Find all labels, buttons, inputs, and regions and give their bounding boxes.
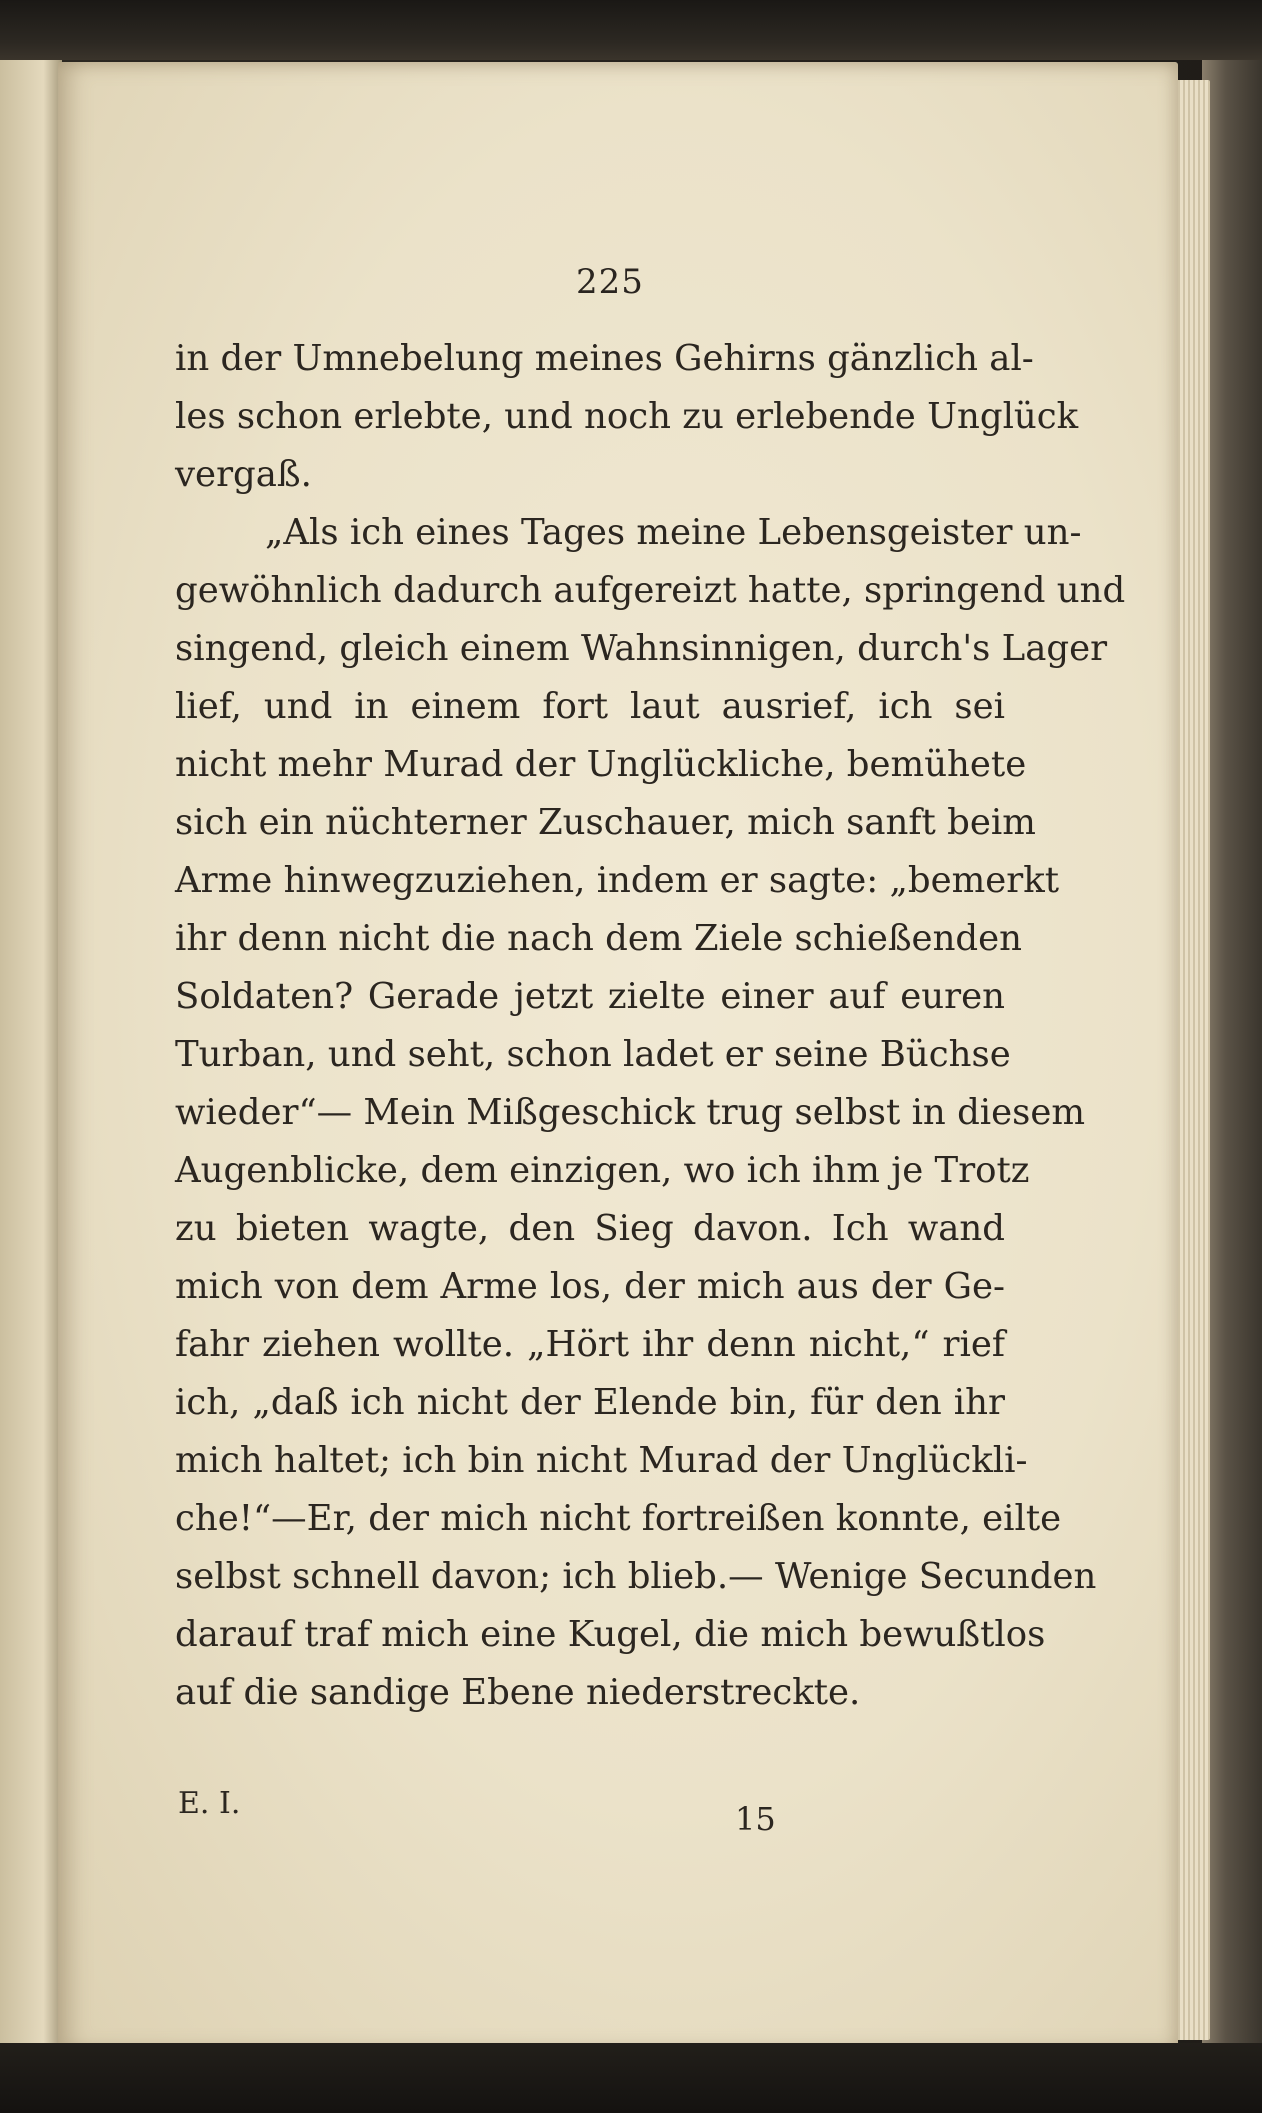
text-line: singend, gleich einem Wahnsinnigen, durch's Lager <box>175 628 1108 669</box>
text-line: Arme hinwegzuziehen, indem er sagte: „bemerkt <box>175 860 1060 901</box>
text-line: mich von dem Arme los, der mich aus der Ge- <box>175 1266 1005 1307</box>
page-body-text <box>175 330 1126 1722</box>
text-line: in der Umnebelung meines Gehirns gänzlich al- <box>175 338 1034 379</box>
text-line: wieder“— Mein Mißgeschick trug selbst in diesem <box>175 1092 1086 1133</box>
text-line: fahr ziehen wollte. „Hört ihr denn nicht,“ rief <box>175 1324 1005 1365</box>
text-line: Augenblicke, dem einzigen, wo ich ihm je Trotz <box>175 1150 1030 1191</box>
text-line: lief, und in einem fort laut ausrief, ich sei <box>175 686 1005 727</box>
sheet-number: 15 <box>735 1800 776 1838</box>
previous-page-edge <box>0 60 62 2055</box>
text-line: gewöhnlich dadurch aufgereizt hatte, springend und <box>175 570 1126 611</box>
printer-signature: E. I. <box>178 1786 241 1821</box>
text-line: „Als ich eines Tages meine Lebensgeister un- <box>265 512 1082 553</box>
text-line: zu bieten wagte, den Sieg davon. Ich wand <box>175 1208 1005 1249</box>
book-cover-top <box>0 0 1262 60</box>
text-line: nicht mehr Murad der Unglückliche, bemühete <box>175 744 1027 785</box>
page-number: 225 <box>576 262 644 302</box>
text-line: les schon erlebte, und noch zu erlebende Unglück <box>175 396 1079 437</box>
text-line: selbst schnell davon; ich blieb.— Wenige Secunden <box>175 1556 1097 1597</box>
text-line: sich ein nüchterner Zuschauer, mich sanft beim <box>175 802 1036 843</box>
text-line: ihr denn nicht die nach dem Ziele schießenden <box>175 918 1023 959</box>
text-line: darauf traf mich eine Kugel, die mich bewußtlos <box>175 1614 1046 1655</box>
text-line: che!“—Er, der mich nicht fortreißen konnte, eilte <box>175 1498 1062 1539</box>
text-line: auf die sandige Ebene niederstreckte. <box>175 1672 861 1713</box>
text-line: Soldaten? Gerade jetzt zielte einer auf euren <box>175 976 1005 1017</box>
text-line: vergaß. <box>175 454 312 495</box>
text-line: ich, „daß ich nicht der Elende bin, für den ihr <box>175 1382 1005 1423</box>
text-line: Turban, und seht, schon ladet er seine Büchse <box>175 1034 1011 1075</box>
book-cover-right <box>1202 60 1262 2050</box>
book-cover-bottom <box>0 2043 1262 2113</box>
text-line: mich haltet; ich bin nicht Murad der Unglückli- <box>175 1440 1028 1481</box>
